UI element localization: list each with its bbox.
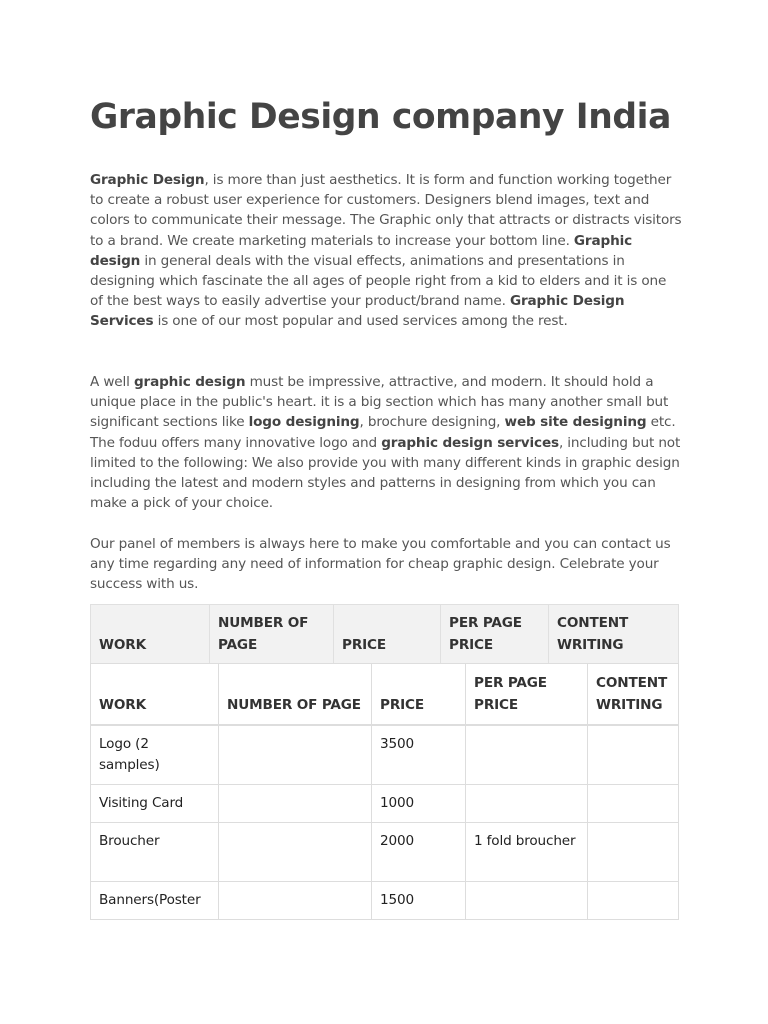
paragraph-text: is one of our most popular and used services among the rest. (153, 313, 568, 330)
page-title: Graphic Design company India (90, 97, 671, 137)
cell-work: Banners(Poster (91, 882, 219, 920)
column-header-number-of-page: NUMBER OF PAGE (219, 664, 372, 725)
cell-work: Logo (2 samples) (91, 725, 219, 785)
table-row (91, 882, 679, 920)
header-price: PRICE (334, 605, 441, 664)
cell-content-writing (588, 823, 679, 882)
table-row (91, 725, 679, 785)
cell-number-of-page (219, 823, 372, 882)
paragraph-text: A well (90, 374, 134, 390)
cell-content-writing (588, 725, 679, 785)
bold-term: graphic design (133, 374, 246, 390)
bold-term: web site designing (504, 414, 647, 431)
cell-price: 1000 (372, 785, 466, 823)
bold-term: Graphic design (90, 232, 633, 269)
cell-per-page-price: 1 fold broucher (466, 823, 588, 882)
paragraph-text: etc. The foduu offers many innovative logo and (90, 414, 676, 451)
column-header-price: PRICE (372, 664, 466, 725)
table-header-row (91, 664, 679, 725)
paragraph-text: , including but not limited to the following: We also provide you with many different kinds in graphic design including the latest and modern styles and patterns in designing from which you can make a pick of your choice. (90, 434, 681, 512)
outer-header-row (91, 605, 679, 664)
cell-number-of-page (219, 725, 372, 785)
bold-term: logo designing (248, 414, 360, 431)
column-header-content-writing: CONTENT WRITING (588, 664, 679, 725)
cell-work: Visiting Card (91, 785, 219, 823)
table-row (91, 823, 679, 882)
header-per-page-price: PER PAGE PRICE (441, 605, 549, 664)
header-number-of-page: NUMBER OF PAGE (210, 605, 334, 664)
cell-number-of-page (219, 785, 372, 823)
cell-content-writing (588, 882, 679, 920)
header-work: WORK (91, 605, 210, 664)
table-row (91, 785, 679, 823)
column-header-work: WORK (91, 664, 219, 725)
cell-price: 3500 (372, 725, 466, 785)
paragraph-text: , is more than just aesthetics. It is form and function working together to create a robust user experience for customers. Designers blend images, text and colors to communicate their message. The Graphic only that attracts or distracts visitors to a brand. We create marketing materials to increase your bottom line. (90, 172, 682, 249)
paragraph-text: , brochure designing, (359, 414, 505, 431)
cell-number-of-page (219, 882, 372, 920)
cell-price: 1500 (372, 882, 466, 920)
header-content-writing: CONTENT WRITING (549, 605, 679, 664)
bold-term: graphic design services (381, 434, 559, 451)
services-paragraph (90, 372, 682, 513)
contact-paragraph: Our panel of members is always here to make you comfortable and you can contact us any time regarding any need of information for cheap graphic design. Celebrate your success with us. (90, 536, 671, 593)
bold-term: Graphic Design Services (90, 293, 625, 330)
pricing-table (90, 663, 679, 920)
paragraph-text: must be impressive, attractive, and modern. It should hold a unique place in the public's heart. it is a big section which has many another small but significant sections like (90, 374, 669, 431)
cell-per-page-price (466, 882, 588, 920)
paragraph-text: in general deals with the visual effects, animations and presentations in designing which fascinate the all ages of people right from a kid to elders and it is one of the best ways to easily advertise your product/brand name. (90, 252, 667, 310)
cell-work: Broucher (91, 823, 219, 882)
cell-per-page-price (466, 725, 588, 785)
intro-paragraph (90, 170, 682, 332)
outer-header-table (90, 604, 679, 664)
cell-price: 2000 (372, 823, 466, 882)
cell-per-page-price (466, 785, 588, 823)
column-header-per-page-price: PER PAGE PRICE (466, 664, 588, 725)
cell-content-writing (588, 785, 679, 823)
bold-term: Graphic Design (90, 172, 205, 188)
